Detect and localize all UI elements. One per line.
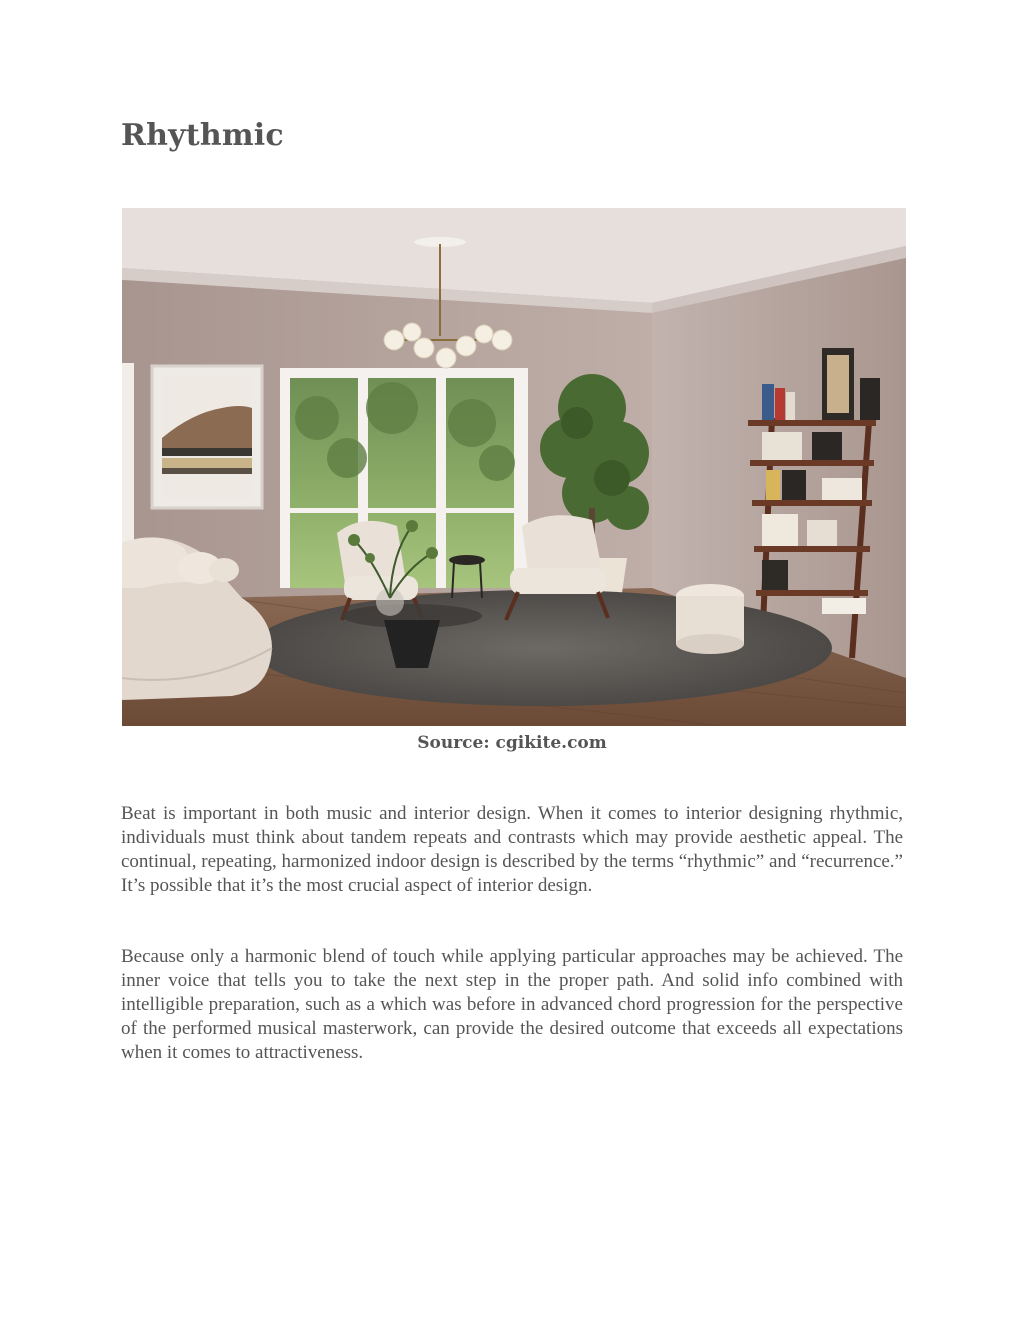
pouf: [676, 584, 744, 654]
paragraph: Because only a harmonic blend of touch while applying particular approaches may be achieved. The inner voice that tells you to take the next step in the proper path. And solid info combined with intelligible preparation, such as a which was before in advanced chord progression for the perspective of the performed musical masterwork, can provide the desired outcome that exceeds all expectations when it comes to attractiveness.: [121, 946, 903, 1063]
page-title: Rhythmic: [121, 118, 284, 153]
image-caption: Source: cgikite.com: [417, 733, 607, 753]
round-rug: [252, 590, 832, 706]
living-room-photo: [122, 208, 906, 726]
garden-window: [280, 368, 528, 588]
paragraph: Beat is important in both music and interior design. When it comes to interior designing rhythmic, individuals must think about tandem repeats and contrasts which may provide aesthetic appeal. The continual, repeating, harmonized indoor design is described by the terms “rhythmic” and “recurrence.” It’s possible that it’s the most crucial aspect of interior design.: [121, 803, 903, 896]
wall-artwork: [152, 366, 262, 508]
